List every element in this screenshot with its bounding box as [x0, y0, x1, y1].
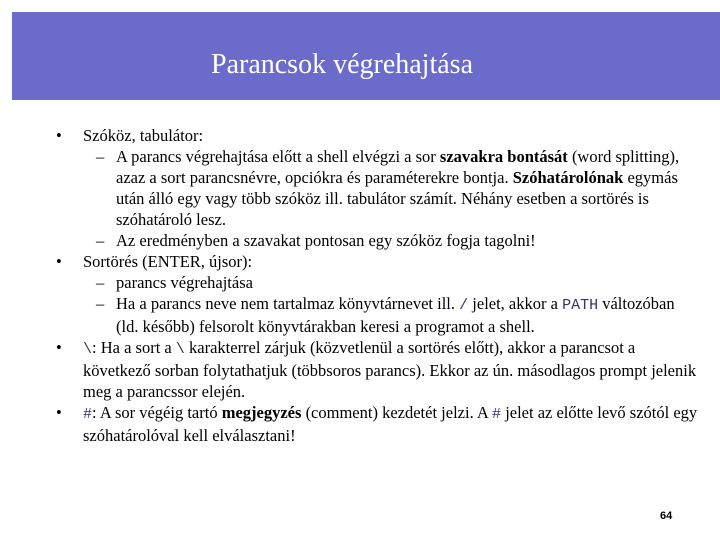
dash-mark: –: [96, 273, 105, 292]
sub-text: parancs végrehajtása: [116, 273, 253, 292]
bullet-mark: •: [56, 252, 62, 271]
bullet-comment: [0, 402, 700, 446]
code-snippet: /: [459, 297, 469, 314]
sub-bullet-word-splitting: [0, 146, 684, 230]
bold-term: Szóhatárolónak: [512, 168, 624, 187]
dash-mark: –: [96, 147, 105, 166]
sub-text: A parancs végrehajtása előtt a shell elvégzi a sor: [116, 147, 440, 166]
bullet-newline: [0, 251, 700, 272]
sub-text: jelet, akkor a: [468, 294, 563, 313]
sub-text: Az eredményben a szavakat pontosan egy szóköz fogja tagolni!: [116, 231, 536, 250]
slide-content: [0, 125, 720, 446]
bullet-whitespace: [0, 125, 700, 146]
slide-title: Parancsok végrehajtása: [211, 49, 473, 80]
sub-text: (word splitting), azaz a sort parancsnévre, opciókra és paraméterekre bontja.: [116, 147, 680, 187]
bold-term: szavakra bontását: [439, 147, 568, 166]
code-snippet: #: [492, 406, 502, 423]
bullet-mark: •: [56, 403, 62, 422]
bullet-text: : A sor végéig tartó: [92, 403, 222, 422]
page-number: 64: [660, 510, 673, 522]
title-underline: [56, 104, 648, 107]
sub-bullet-path-search: [0, 293, 684, 337]
bullet-text: jelet az előtte levő szótól egy szóhatárolóval kell elválasztani!: [83, 403, 698, 445]
code-snippet: #: [83, 406, 93, 423]
sub-text: Ha a parancs neve nem tartalmaz könyvtárnevet ill.: [116, 294, 460, 313]
slide-header: [12, 12, 720, 100]
bold-term: megjegyzés: [221, 403, 302, 422]
dash-mark: –: [96, 231, 105, 250]
sub-bullet-single-space: [0, 230, 684, 251]
code-snippet: \: [175, 341, 185, 358]
sub-text: egymás után álló egy vagy több szóköz ill. tabulátor számít. Néhány esetben a sortörés is szóhatároló lesz.: [116, 168, 678, 229]
bullet-text: : Ha a sort a: [92, 338, 176, 357]
bullet-mark: •: [56, 126, 62, 145]
bullet-text: (comment) kezdetét jelzi. A: [301, 403, 493, 422]
bullet-backslash: [0, 337, 700, 402]
dash-mark: –: [96, 294, 105, 313]
code-snippet: PATH: [562, 297, 599, 314]
bullet-mark: •: [56, 338, 62, 357]
bullet-text: karakterrel zárjuk (közvetlenül a sortörés előtt), akkor a parancsot a következő sorban folytathatjuk (többsoros parancs). Ekkor az ún. másodlagos prompt jelenik meg a parancssor elején.: [83, 338, 697, 401]
code-snippet: \: [83, 341, 93, 358]
sub-text: változóban (ld. később) felsorolt könyvtárakban keresi a programot a shell.: [116, 294, 675, 336]
bullet-text: Szóköz, tabulátor:: [83, 126, 204, 145]
sub-bullet-execute: [0, 272, 684, 293]
bullet-text: Sortörés (ENTER, újsor):: [83, 252, 253, 271]
